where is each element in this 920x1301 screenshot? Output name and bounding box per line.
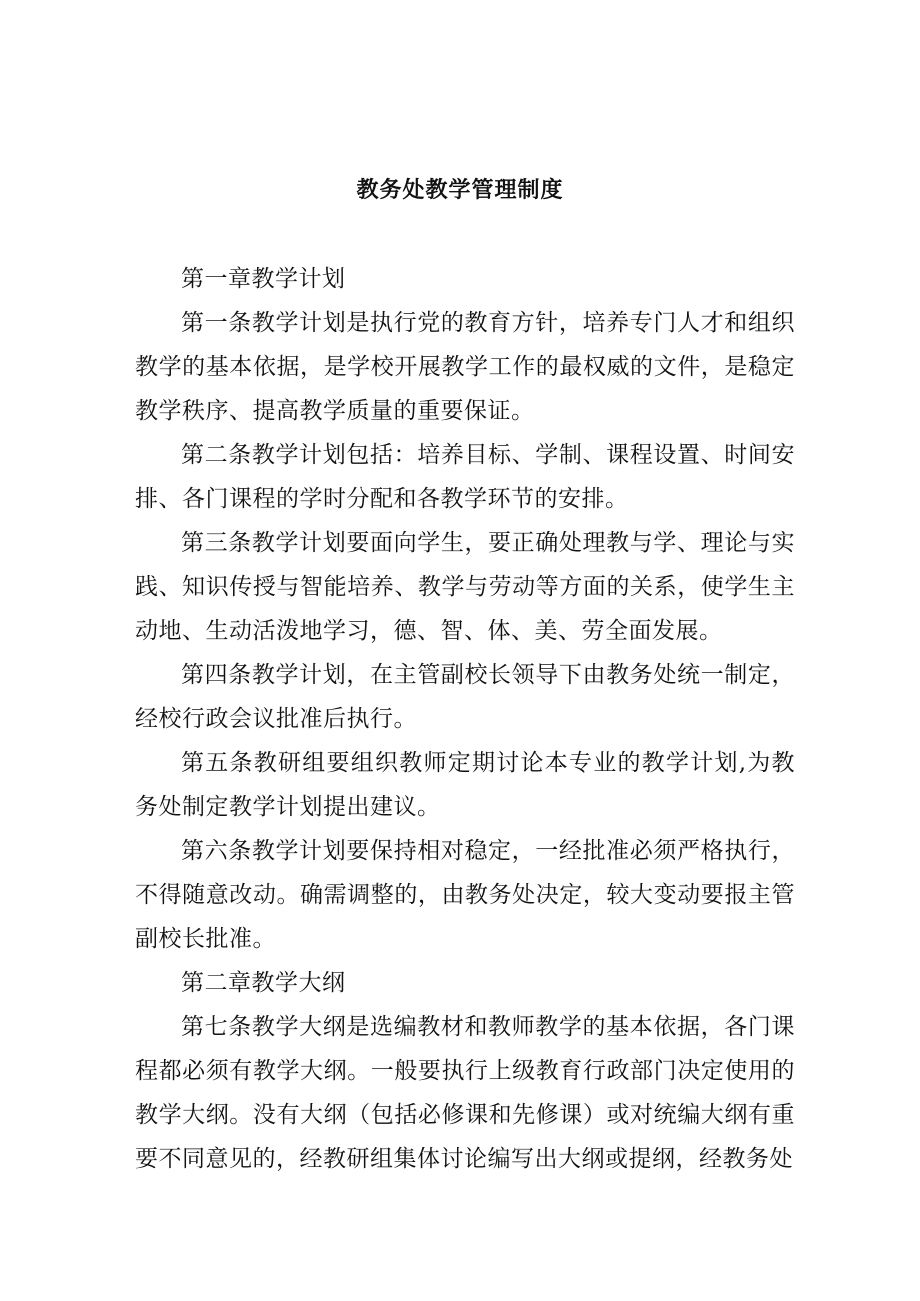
chapter-heading: 第二章教学大纲 <box>181 970 346 996</box>
article-paragraph: 第四条教学计划，在主管副校长领导下由教务处统一制定，经校行政会议批准后执行。 <box>135 662 795 732</box>
article-paragraph: 第三条教学计划要面向学生，要正确处理教与学、理论与实践、知识传授与智能培养、教学与劳动等方面的关系，使学生主动地、生动活泼地学习，德、智、体、美、劳全面发展。 <box>135 530 795 644</box>
article-paragraph: 第七条教学大纲是选编教材和教师教学的基本依据，各门课程都必须有教学大纲。一般要执行上级教育行政部门决定使用的教学大纲。没有大纲（包括必修课和先修课）或对统编大纲有重要不同意见的，经教研组集体讨论编写出大纲或提纲，经教务处 <box>135 1014 795 1172</box>
article-paragraph: 第五条教研组要组织教师定期讨论本专业的教学计划,为教务处制定教学计划提出建议。 <box>135 750 795 820</box>
document-title: 教务处教学管理制度 <box>356 177 564 203</box>
document-body <box>135 257 795 1181</box>
article-paragraph: 第一条教学计划是执行党的教育方针，培养专门人才和组织教学的基本依据，是学校开展教学工作的最权威的文件，是稳定教学秩序、提高教学质量的重要保证。 <box>135 310 795 424</box>
chapter-heading: 第一章教学计划 <box>181 266 346 292</box>
article-paragraph: 第六条教学计划要保持相对稳定，一经批准必须严格执行，不得随意改动。确需调整的，由教务处决定，较大变动要报主管副校长批准。 <box>135 838 795 952</box>
article-paragraph: 第二条教学计划包括：培养目标、学制、课程设置、时间安排、各门课程的学时分配和各教学环节的安排。 <box>135 442 795 512</box>
